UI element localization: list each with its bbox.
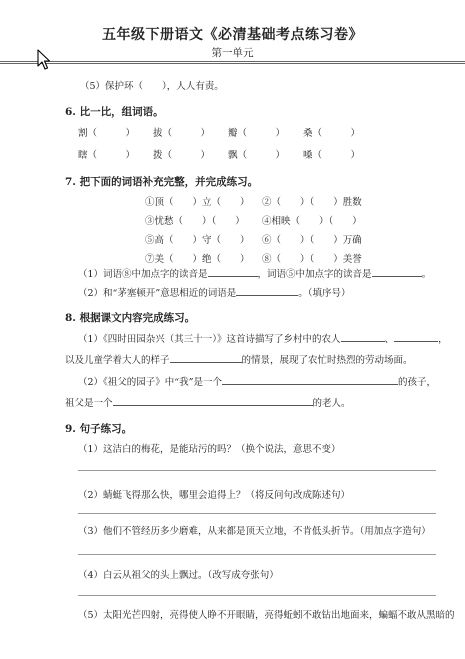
answer-blank[interactable] xyxy=(170,354,242,363)
q7-word-4: ④相映（ ）（ ） xyxy=(262,216,362,227)
answer-blank[interactable] xyxy=(341,333,385,342)
q8-heading: 8. 根据课文内容完成练习。 xyxy=(65,312,196,324)
q7-heading: 7. 把下面的词语补充完整，并完成练习。 xyxy=(65,176,259,188)
q7-word-5: ⑤高（ ）守（ ） xyxy=(145,235,250,246)
q8-sub-1-line-2: 以及儿童学着大人的样子 的情景，展现了农忙时热烈的劳动场面。 xyxy=(65,355,413,366)
q8-sub-1-line-1: （1）《四时田园杂兴（其三十一）》这首诗描写了乡村中的农人 、 ， xyxy=(78,334,448,345)
answer-blank[interactable] xyxy=(394,333,438,342)
q8-sub-2-line-1: （2）《祖父的园子》中“我”是一个 的孩子， xyxy=(78,377,437,388)
q6-cell: 瓣（ ） xyxy=(228,128,286,139)
q6-heading: 6. 比一比，组词语。 xyxy=(65,106,164,118)
q9-item-4: （4）白云从祖父的头上飘过。（改写成夸张句） xyxy=(78,570,279,581)
page-subtitle: 第一单元 xyxy=(211,47,254,59)
q7-word-8: ⑧（ ）（ ）美誉 xyxy=(262,254,362,265)
q7-sub-2: （2）和“茅塞顿开”意思相近的词语是 。（填序号） xyxy=(78,288,351,299)
answer-blank[interactable] xyxy=(113,397,313,406)
q6-cell: 桑（ ） xyxy=(303,128,361,139)
q9-answer-line-4[interactable] xyxy=(78,595,436,596)
q9-heading: 9. 句子练习。 xyxy=(65,423,133,435)
q9-item-1: （1）这洁白的梅花，是能玷污的吗？（换个说法，意思不变） xyxy=(78,444,341,455)
q9-answer-line-3[interactable] xyxy=(78,554,436,555)
q6-cell: 瞎（ ） xyxy=(78,150,136,161)
q7-word-3: ③忧愁（ ）（ ） xyxy=(145,216,245,227)
q6-cell: 割（ ） xyxy=(78,128,136,139)
q6-cell: 拔（ ） xyxy=(153,128,211,139)
q6-cell: 拨（ ） xyxy=(153,150,211,161)
q6-cell: 飘（ ） xyxy=(228,150,286,161)
answer-blank[interactable] xyxy=(372,268,422,277)
q9-item-5: （5）太阳光芒四射，亮得使人睁不开眼睛，亮得蚯蚓不敢钻出地面来，蝙蝠不敢从黑暗的 xyxy=(78,610,455,621)
q7-sub-1: （1）词语⑧中加点字的读音是 ，词语⑤中加点字的读音是 。 xyxy=(78,269,432,280)
header-divider xyxy=(0,61,465,64)
answer-blank[interactable] xyxy=(236,287,298,296)
q9-answer-line-2[interactable] xyxy=(78,513,436,514)
q7-word-2: ②（ ）（ ）胜数 xyxy=(262,197,362,208)
q7-word-7: ⑦美（ ）绝（ ） xyxy=(145,254,250,265)
mouse-cursor-icon xyxy=(37,49,51,71)
page-title: 五年级下册语文《必清基础考点练习卷》 xyxy=(102,27,363,43)
q9-item-3: （3）他们不管经历多少磨难，从来都是顶天立地，不肯低头折节。（用加点字造句） xyxy=(78,526,431,537)
q6-cell: 嗓（ ） xyxy=(303,150,361,161)
answer-blank[interactable] xyxy=(208,268,258,277)
q6-row-2 xyxy=(78,147,378,161)
q7-word-6: ⑥（ ）（ ）万确 xyxy=(262,235,362,246)
q7-word-1: ①顶（ ）立（ ） xyxy=(145,197,250,208)
q9-answer-line-1[interactable] xyxy=(78,470,436,471)
q6-row-1 xyxy=(78,125,378,139)
q8-sub-2-line-2: 祖父是一个 的老人。 xyxy=(65,398,351,409)
answer-blank[interactable] xyxy=(222,376,398,385)
q9-item-2: （2）蜻蜓飞得那么快，哪里会追得上？（将反问句改成陈述句） xyxy=(78,490,351,501)
q5-item-5: （5）保护环（ ），人人有责。 xyxy=(80,81,224,92)
